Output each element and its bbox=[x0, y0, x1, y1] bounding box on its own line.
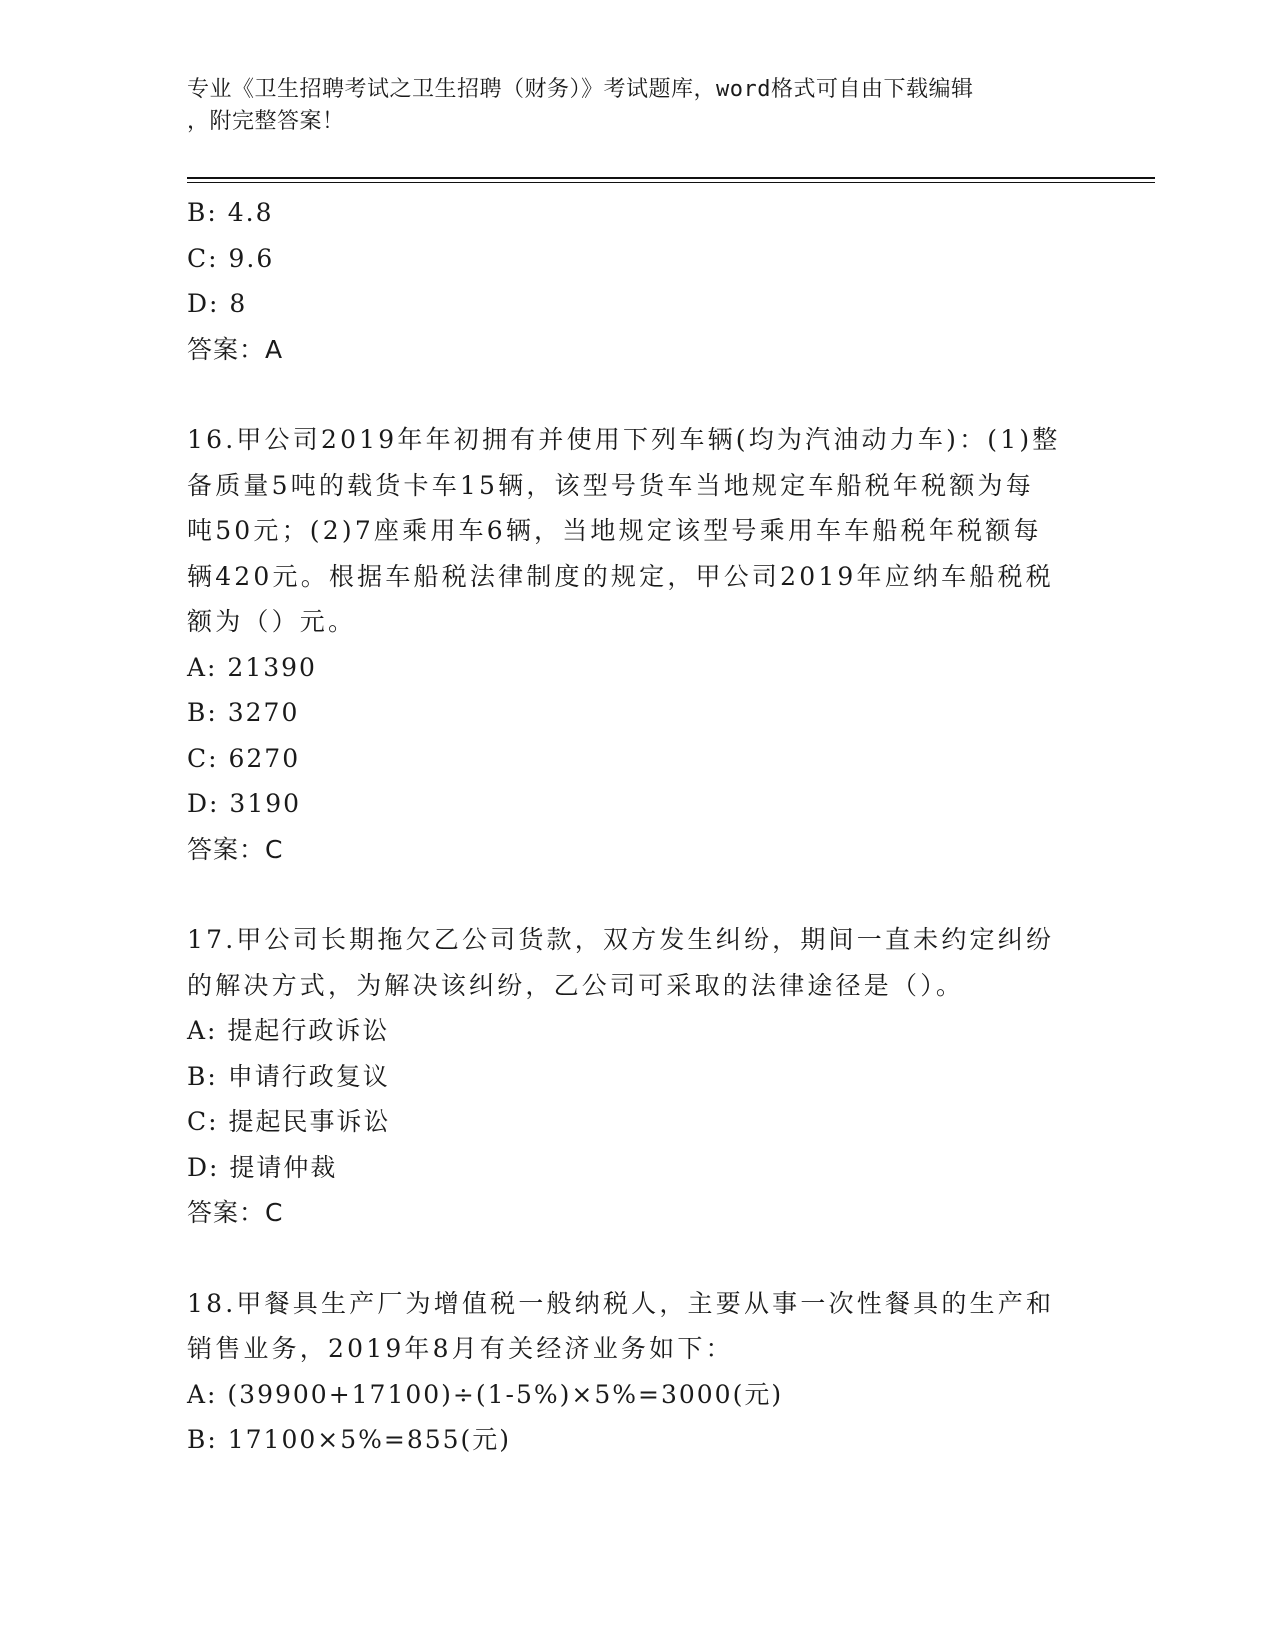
option-b: B: 4.8 bbox=[187, 198, 274, 227]
option-c: C: 6270 bbox=[187, 743, 301, 773]
option-c: C: 9.6 bbox=[187, 243, 275, 273]
question-text-line: 17.甲公司长期拖欠乙公司货款，双方发生纠纷，期间一直未约定纠纷 bbox=[187, 925, 1055, 954]
question-text-line: 16.甲公司2019年年初拥有并使用下列车辆(均为汽油动力车)：(1)整 bbox=[187, 425, 1061, 454]
answer-line: 答案：C bbox=[187, 1198, 284, 1227]
question-16 bbox=[187, 417, 1087, 872]
option-a: A: 提起行政诉讼 bbox=[187, 1016, 390, 1045]
question-text-line: 吨50元；(2)7座乘用车6辆，当地规定该型号乘用车车船税年税额每 bbox=[187, 516, 1042, 545]
option-a: A: 21390 bbox=[187, 652, 317, 682]
option-d: D: 提请仲裁 bbox=[187, 1152, 338, 1182]
header-divider-thick bbox=[187, 177, 1155, 179]
option-c: C: 提起民事诉讼 bbox=[187, 1107, 391, 1136]
option-a: A: (39900+17100)÷(1-5%)×5%=3000(元) bbox=[187, 1379, 784, 1409]
option-b: B: 3270 bbox=[187, 698, 300, 727]
document-body bbox=[187, 190, 1087, 1463]
question-text-line: 备质量5吨的载货卡车15辆，该型号货车当地规定车船税年税额为每 bbox=[187, 470, 1034, 500]
header-line-1: 专业《卫生招聘考试之卫生招聘（财务）》考试题库，word格式可自由下载编辑 bbox=[187, 77, 974, 102]
question-text-line: 18.甲餐具生产厂为增值税一般纳税人，主要从事一次性餐具的生产和 bbox=[187, 1288, 1055, 1318]
option-b: B: 申请行政复议 bbox=[187, 1061, 390, 1091]
question-text-line: 额为（）元。 bbox=[187, 607, 357, 636]
question-text-line: 销售业务，2019年8月有关经济业务如下： bbox=[187, 1334, 734, 1363]
spacer bbox=[187, 1236, 1087, 1281]
question-continued bbox=[187, 190, 1087, 372]
spacer bbox=[187, 872, 1087, 917]
option-d: D: 3190 bbox=[187, 789, 302, 818]
document-header bbox=[187, 74, 1087, 138]
question-text-line: 的解决方式，为解决该纠纷，乙公司可采取的法律途径是（）。 bbox=[187, 970, 965, 1000]
answer-line: 答案：C bbox=[187, 834, 284, 864]
question-18 bbox=[187, 1281, 1087, 1463]
answer-line: 答案：A bbox=[187, 334, 284, 364]
spacer bbox=[187, 372, 1087, 417]
header-line-2: ，附完整答案！ bbox=[187, 109, 345, 134]
option-b: B: 17100×5%=855(元) bbox=[187, 1425, 512, 1454]
option-d: D: 8 bbox=[187, 289, 248, 318]
question-text-line: 辆420元。根据车船税法律制度的规定，甲公司2019年应纳车船税税 bbox=[187, 561, 1054, 591]
header-divider-thin bbox=[187, 182, 1155, 183]
question-17 bbox=[187, 917, 1087, 1236]
